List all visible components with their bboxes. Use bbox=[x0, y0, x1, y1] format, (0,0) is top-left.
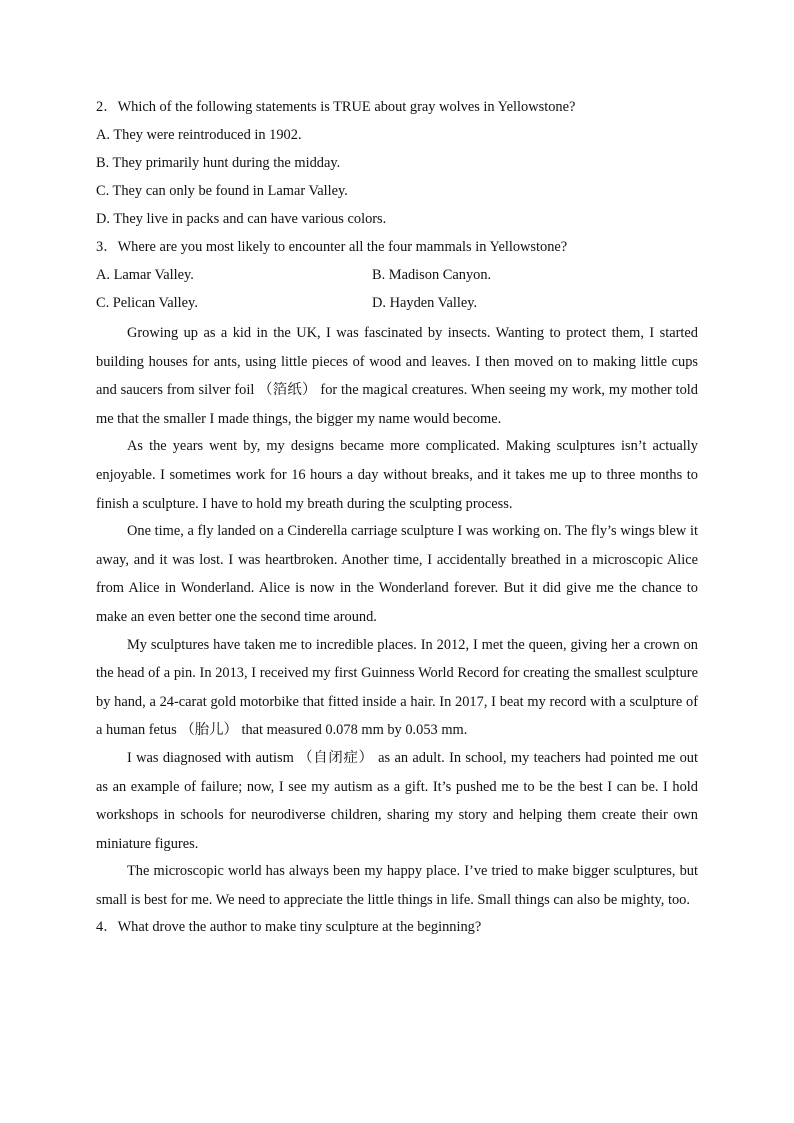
question-3-stem: 3．Where are you most likely to encounter all the four mammals in Yellowstone? bbox=[96, 239, 568, 255]
question-3-option-b: B. Madison Canyon. bbox=[372, 267, 492, 283]
question-2-option-a: A. They were reintroduced in 1902. bbox=[96, 127, 302, 143]
reading-passage bbox=[96, 319, 698, 914]
question-2-stem: 2．Which of the following statements is TRUE about gray wolves in Yellowstone? bbox=[96, 99, 576, 115]
exam-page bbox=[96, 96, 698, 941]
question-3-option-a: A. Lamar Valley. bbox=[96, 267, 194, 283]
question-3-options-row-2 bbox=[96, 292, 698, 320]
question-2-option-d: D. They live in packs and can have various colors. bbox=[96, 211, 387, 227]
passage-paragraph: The microscopic world has always been my happy place. I’ve tried to make bigger sculptures, but small is best for me. We need to appreciate the little things in life. Small things can also be mighty, too. bbox=[96, 863, 698, 908]
question-2-option-c: C. They can only be found in Lamar Valley. bbox=[96, 183, 348, 199]
passage-paragraph: One time, a fly landed on a Cinderella carriage sculpture I was working on. The fly’s wings blew it away, and it was lost. I was heartbroken. Another time, I accidentally breathed in a microscopic Alice from Alice in Wonderland. Alice is now in the Wonderland forever. But it did give me the chance to make an even better one the second time around. bbox=[96, 523, 698, 625]
question-3-option-c: C. Pelican Valley. bbox=[96, 294, 198, 311]
question-3-option-d: D. Hayden Valley. bbox=[372, 294, 478, 311]
question-3-options-row-1 bbox=[96, 264, 698, 292]
passage-paragraph: I was diagnosed with autism （自闭症） as an adult. In school, my teachers had pointed me out as an example of failure; now, I see my autism as a gift. It’s pushed me to be the best I can be. I hold workshops in schools for neurodiverse children, sharing my story and helping them create their own miniature figures. bbox=[96, 749, 698, 852]
question-2-option-b: B. They primarily hunt during the midday. bbox=[96, 155, 341, 171]
question-4-stem: 4．What drove the author to make tiny sculpture at the beginning? bbox=[96, 919, 482, 936]
passage-paragraph: My sculptures have taken me to incredible places. In 2012, I met the queen, giving her a crown on the head of a pin. In 2013, I received my first Guinness World Record for creating the smallest sculpture by hand, a 24-carat gold motorbike that fitted inside a hair. In 2017, I beat my record with a sculpture of a human fetus （胎儿） that measured 0.078 mm by 0.053 mm. bbox=[96, 636, 698, 739]
passage-paragraph: As the years went by, my designs became more complicated. Making sculptures isn’t actually enjoyable. I sometimes work for 16 hours a day without breaks, and it takes me up to three months to finish a sculpture. I have to hold my breath during the sculpting process. bbox=[96, 438, 698, 512]
passage-paragraph: Growing up as a kid in the UK, I was fascinated by insects. Wanting to protect them, I started building houses for ants, using little pieces of wood and leaves. I then moved on to making little cups and saucers from silver foil （箔纸） for the magical creatures. When seeing my work, my mother told me that the smaller I made things, the bigger my name would become. bbox=[96, 325, 698, 427]
